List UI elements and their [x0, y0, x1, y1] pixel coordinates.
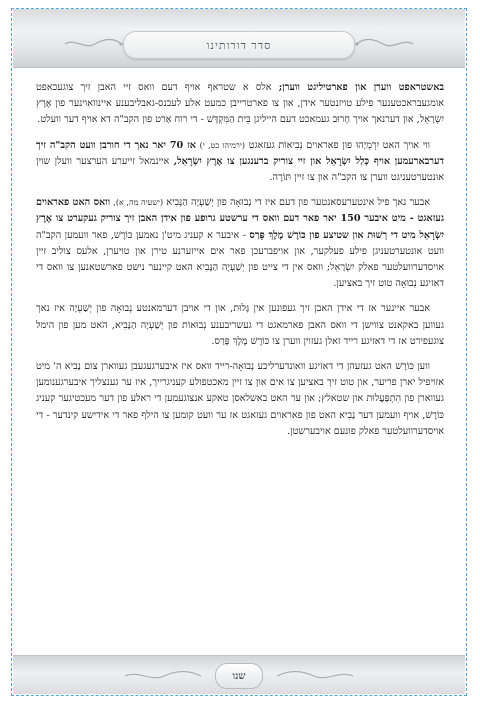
- paragraph-3-text-a: אבער נאך פיל אינטערעסאנטער פון דעם איז די נְבוּאָה פון יְשַׁעְיָה הַנָּבִיא: [166, 197, 430, 209]
- paragraph-5: ווען כּוֹרֶשׁ האט געזעהן די דאזיגע וואונדערליכע נְבוּאָה-רייד וואס איז איבערגעגעבן געווארן צום נָבִיא ה' מיט אזויפיל יארן פריער, און טוט זיך באציען צו אים און צו זיין מאכטפולע קעניגרייך, איז ער גענצליך איבערגענומען געווארן פון הִתְפַּעֲלוּת און שטאלץ; און ער האט באשלאסן טאקע אנצוגעמען די ראלע פון דער מעכטיגער קעניג כּוֹרֶשׁ, אויף וועמען דער נָבִיא האט פון פאראוים געזאגט אז ער וועט קומען צו הילף פאר די אידישע קינדער - די אויסדערוועלטער פאלק פונעם אויבערשטן.: [36, 361, 444, 437]
- paragraph-3-text-c: - איבער א קעניג מיט'ן נאמען כּוֹרֶשׁ, פאר וועמען הקב"ה וועט אונטערטעניגן פילע פעלקער, און אויפברעכן פאר אים אייזערנע טירן און טויערן, אלעס צוליב זיין אויסדערוועלטער פאלק יִשְׂרָאֵל; וואס אין די צייט פון יְשַׁעְיָה הַנָּבִיא האט קיינער נישט פארשטאנען צו וואס די דאזיגע נְבוּאָה טוט זיך באציען.: [36, 229, 444, 290]
- paragraph-2-text-a: ווי אויך האט יִרְמְיָהוּ פון פאראוים נְבִיאוֹת געזאגט: [248, 139, 430, 151]
- running-header-title: סדר דורותינו: [206, 38, 272, 52]
- paragraph-3-bold-text: וואס האט פאראוים געזאגט - מיט איבער 150 יאר פאר דעם וואס די ערשטע גרופע פון אידן האבן זיך צוריק געקערט צו אֶרֶץ יִשְׂרָאֵל מיט די רְשׁוּת און שטיצע פון כּוֹרֶשׁ מֶלֶךְ פָּרַס: [36, 197, 444, 241]
- paragraph-2-bold-text: אז 70 יאר נאך די חורבן וועט הקב"ה זיך דערבארעמען אויף כְּלַל יִשְׂרָאֵל און זיי צוריק ברענגען צו אֶרֶץ יִשְׂרָאֵל,: [36, 139, 444, 167]
- paragraph-4: אבער איינער אז די אידן האבן זיך געפונען אין גָּלוּת, און די אויבן דערמאנטע נְבוּאָה פון יְשַׁעְיָה איז נאך געווען באקאנט צווישן די וואס האבן פארמאגט די געשריבענע נְבוּאוֹת פון יְשַׁעְיָה הַנָּבִיא, האט מען פון הימל צוגעפירט אז די דאזיגע רייד זאלן געזוין ווערן צו כּוֹרֶשׁ מֶלֶךְ פָּרַס.: [36, 303, 444, 347]
- page-number: שנו: [232, 670, 246, 682]
- paragraph-3-source-ref: (ישעיה מה, א),: [113, 198, 164, 208]
- paragraph-1-text: אלס א שטראף אויף דעם וואס זיי האבן זיך צוגעכאפט אומגעבראכטענער פילע טויזנטער אידן, און צו פארטרייבן כמעט אלע לעבנס-גאבליבענע איינוואוינער פון אֶרֶץ יִשְׂרָאֵל, און דערנאך אויך חָרוּב געמאכט דעם הייליגן בֵּית הַמִּקְדָּשׁ - די רוח אַרט פון הקב"ה דא אויף דער וועלט.: [36, 82, 444, 126]
- paragraph-2-text-c: איינמאל זייערע הערצער וועלן שוין אונטערטעניגט ווערן צו הקב"ה און צו זיין תּוֹרָה.: [36, 155, 444, 184]
- paragraph-2-source-ref: (ירמיהו כט, י): [199, 140, 246, 150]
- dashed-page-border: [11, 8, 467, 696]
- paragraph-1-bold-lead: באשטראפט ווערן און פארטיליגט ווערן;: [278, 82, 444, 93]
